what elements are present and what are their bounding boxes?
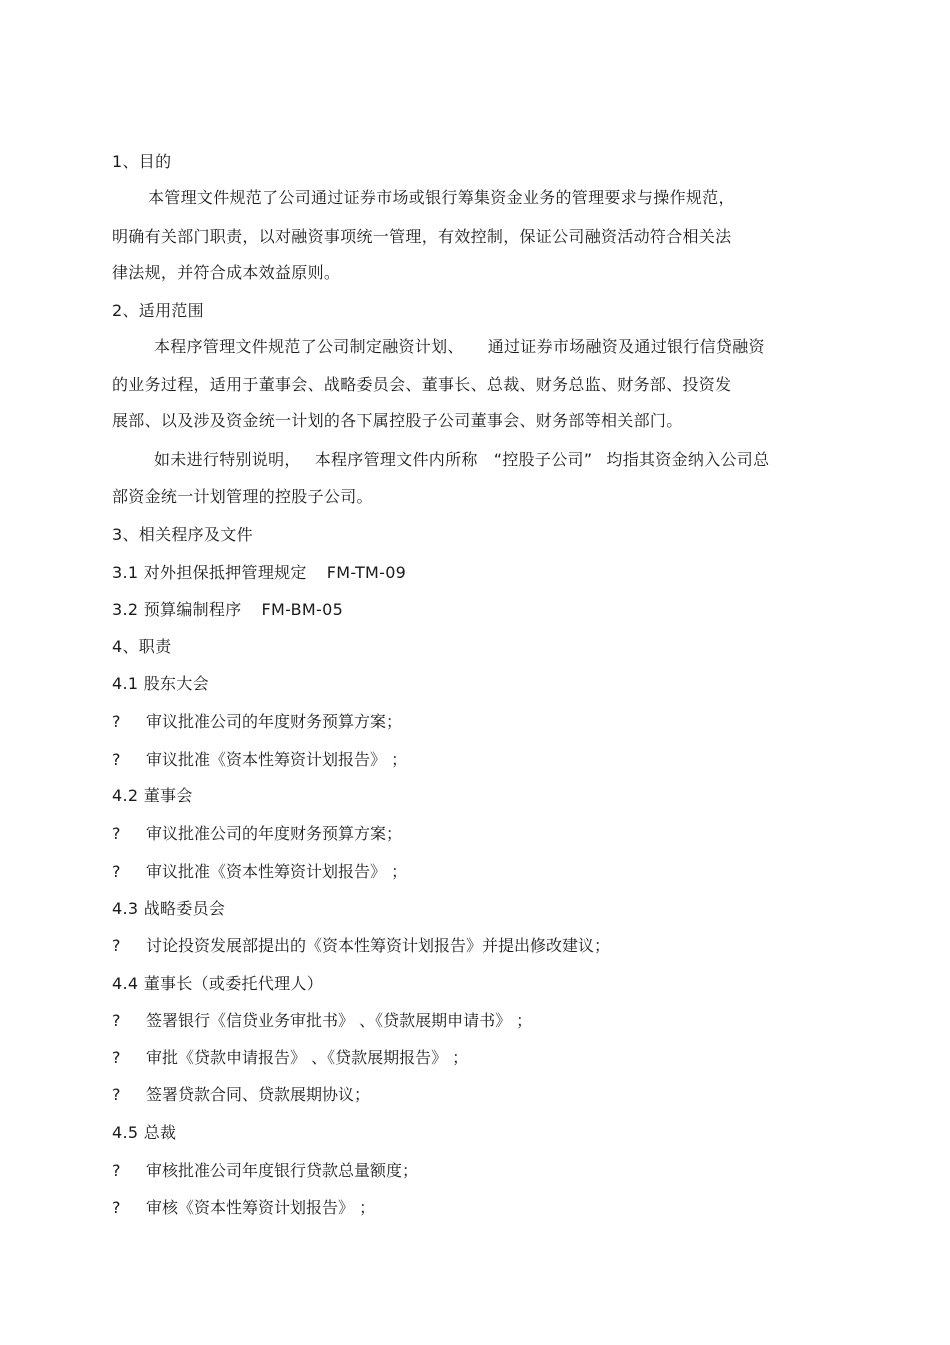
subsection-title: 4.2 董事会	[112, 786, 193, 805]
bullet-text: 审批《贷款申请报告》 、《贷款展期报告》 ；	[146, 1048, 469, 1067]
section-1-title: 1、目的	[112, 152, 172, 171]
subsection-title: 4.4 董事长（或委托代理人）	[112, 974, 324, 993]
bullet-text: 审议批准公司的年度财务预算方案；	[146, 712, 403, 731]
bullet-item	[112, 862, 407, 882]
subsection-title: 4.5 总裁	[112, 1123, 177, 1142]
bullet-mark: ?	[112, 712, 121, 731]
paragraph-line	[154, 450, 769, 470]
section-3-title: 3、相关程序及文件	[112, 525, 253, 544]
reference-name: 3.1 对外担保抵押管理规定	[112, 563, 307, 582]
reference-code: FM-BM-05	[261, 600, 344, 619]
paragraph-segment: “控股子公司”	[493, 450, 593, 469]
section-4-title: 4、职责	[112, 637, 172, 656]
bullet-item	[112, 712, 402, 732]
paragraph-line: 部资金统一计划管理的控股子公司。	[112, 487, 373, 506]
bullet-item	[112, 750, 407, 770]
bullet-mark: ?	[112, 750, 121, 769]
section-2-title: 2、适用范围	[112, 301, 204, 320]
reference-item	[112, 600, 343, 620]
bullet-text: 签署贷款合同、贷款展期协议；	[146, 1085, 371, 1104]
reference-name: 3.2 预算编制程序	[112, 600, 242, 619]
subsection-title: 4.1 股东大会	[112, 674, 209, 693]
bullet-item	[112, 1085, 370, 1105]
bullet-text: 审核《资本性筹资计划报告》 ；	[146, 1198, 376, 1217]
bullet-item	[112, 1198, 375, 1218]
paragraph-segment: 通过证券市场融资及通过银行信贷融资	[487, 337, 765, 356]
bullet-mark: ?	[112, 1085, 121, 1104]
paragraph-segment: 本程序管理文件内所称	[314, 450, 478, 469]
paragraph-line: 的业务过程，适用于董事会、战略委员会、董事长、总裁、财务总监、财务部、投资发	[112, 375, 732, 394]
bullet-mark: ?	[112, 936, 121, 955]
paragraph-line: 本管理文件规范了公司通过证券市场或银行筹集资金业务的管理要求与操作规范，	[148, 188, 735, 207]
bullet-text: 审议批准公司的年度财务预算方案；	[146, 824, 403, 843]
paragraph-line: 展部、以及涉及资金统一计划的各下属控股子公司董事会、财务部等相关部门。	[112, 411, 683, 430]
paragraph-segment: 本程序管理文件规范了公司制定融资计划、	[154, 337, 464, 356]
reference-item	[112, 563, 406, 583]
paragraph-line	[154, 337, 765, 357]
paragraph-line: 明确有关部门职责，以对融资事项统一管理，有效控制，保证公司融资活动符合相关法	[112, 227, 732, 246]
bullet-text: 审核批准公司年度银行贷款总量额度；	[146, 1161, 419, 1180]
bullet-item	[112, 936, 610, 956]
bullet-text: 签署银行《信贷业务审批书》 、《贷款展期申请书》 ；	[146, 1011, 533, 1030]
bullet-mark: ?	[112, 1161, 121, 1180]
bullet-text: 审议批准《资本性筹资计划报告》 ；	[146, 750, 408, 769]
bullet-item	[112, 824, 402, 844]
bullet-mark: ?	[112, 1198, 121, 1217]
reference-code: FM-TM-09	[326, 563, 407, 582]
bullet-mark: ?	[112, 862, 121, 881]
bullet-mark: ?	[112, 824, 121, 843]
bullet-item	[112, 1161, 418, 1181]
bullet-text: 审议批准《资本性筹资计划报告》 ；	[146, 862, 408, 881]
bullet-text: 讨论投资发展部提出的《资本性筹资计划报告》并提出修改建议；	[146, 936, 611, 955]
bullet-item	[112, 1048, 468, 1068]
bullet-item	[112, 1011, 532, 1031]
bullet-mark: ?	[112, 1048, 121, 1067]
paragraph-line: 律法规，并符合成本效益原则。	[112, 263, 341, 282]
paragraph-segment: 如未进行特别说明，	[154, 450, 301, 469]
bullet-mark: ?	[112, 1011, 121, 1030]
paragraph-segment: 均指其资金纳入公司总	[606, 450, 770, 469]
subsection-title: 4.3 战略委员会	[112, 899, 226, 918]
